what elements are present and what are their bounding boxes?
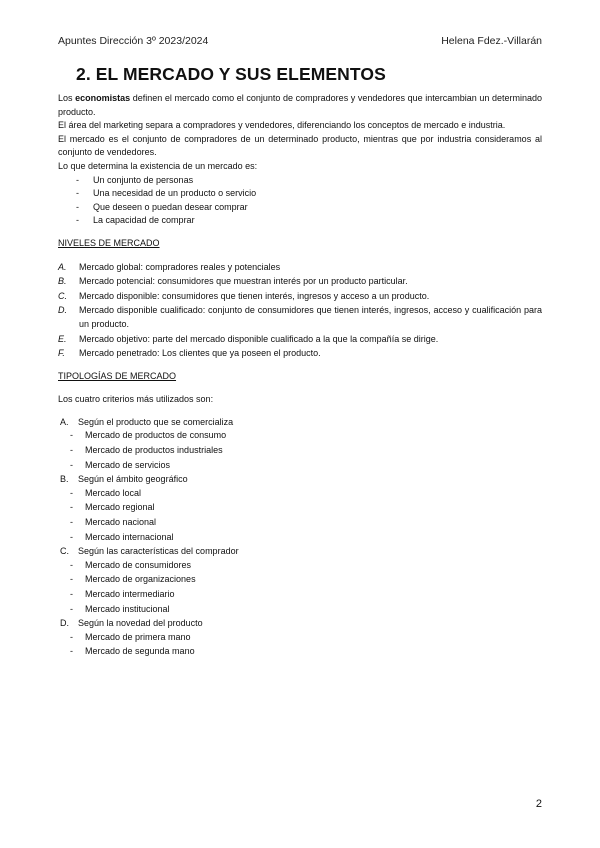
page-title: 2. EL MERCADO Y SUS ELEMENTOS [76, 64, 386, 84]
header-right: Helena Fdez.-Villarán [441, 35, 542, 47]
list-item: - Mercado de primera mano [70, 631, 542, 645]
list-item: C. Mercado disponible: consumidores que tienen interés, ingresos y acceso a un producto. [58, 290, 430, 301]
list-item: B. Mercado potencial: consumidores que muestran interés por un producto particular. [58, 276, 408, 287]
criterion-title: B. Según el ámbito geográfico [60, 474, 188, 485]
list-item: E. Mercado objetivo: parte del mercado disponible cualificado a la que la compañía se dirige. [58, 333, 439, 344]
list-item: - Mercado de consumidores [70, 559, 542, 573]
criterion-block [58, 473, 542, 544]
list-item: - Mercado intermediario [70, 588, 542, 602]
list-item: - Mercado institucional [70, 603, 542, 617]
list-item: A. Mercado global: compradores reales y potenciales [58, 261, 281, 272]
list-item: - Que deseen o puedan desear comprar [76, 201, 542, 215]
criterion-block [58, 617, 542, 659]
market-levels-list [58, 261, 542, 361]
intro-paragraph-4: Lo que determina la existencia de un mercado es: [58, 160, 258, 171]
intro-paragraph-1: Los economistas definen el mercado como el conjunto de compradores y vendedores que intercambian un determinado producto. [58, 93, 542, 117]
list-item: - Mercado de organizaciones [70, 573, 542, 587]
list-item: - Mercado regional [70, 501, 542, 515]
criterion-items [58, 429, 542, 472]
criterion-title: A. Según el producto que se comercializa [60, 416, 234, 427]
criterion-items [58, 559, 542, 616]
list-item: - Mercado de segunda mano [70, 645, 542, 659]
list-item: - Mercado de productos de consumo [70, 429, 542, 443]
tipologias-intro: Los cuatro criterios más utilizados son: [58, 394, 214, 405]
list-item: D. Mercado disponible cualificado: conjunto de consumidores que tienen interés, ingresos, acceso y cualificación para un producto. [58, 305, 542, 329]
list-item: - Mercado internacional [70, 531, 542, 545]
criterion-block [58, 545, 542, 616]
header-left: Apuntes Dirección 3º 2023/2024 [58, 35, 209, 47]
list-item: - Una necesidad de un producto o servicio [76, 187, 542, 201]
criterion-title: C. Según las características del comprador [60, 546, 239, 557]
list-item: - La capacidad de comprar [76, 214, 542, 228]
list-item: - Mercado nacional [70, 516, 542, 530]
page-number: 2 [535, 798, 542, 810]
section-heading-tipologias: TIPOLOGÍAS DE MERCADO [58, 370, 177, 381]
list-item: - Un conjunto de personas [76, 174, 542, 188]
market-requirements-list [58, 174, 542, 228]
criterion-block [58, 416, 542, 472]
intro-paragraph-3: El mercado es el conjunto de compradores de un determinado producto, mientras que por industria consideramos al conjunto de vendedores. [58, 133, 542, 158]
document-body [58, 92, 542, 660]
list-item: F. Mercado penetrado: Los clientes que ya poseen el producto. [58, 348, 321, 359]
bold-term: economistas [75, 93, 131, 103]
intro-paragraph-2: El área del marketing separa a compradores y vendedores, diferenciando los conceptos de mercado e industria. [58, 120, 506, 131]
criteria-list [58, 416, 542, 659]
section-heading-niveles: NIVELES DE MERCADO [58, 237, 160, 248]
list-item: - Mercado de servicios [70, 459, 542, 473]
criterion-items [58, 487, 542, 544]
list-item: - Mercado local [70, 487, 542, 501]
list-item: - Mercado de productos industriales [70, 444, 542, 458]
criterion-items [58, 631, 542, 659]
criterion-title: D. Según la novedad del producto [60, 618, 203, 629]
